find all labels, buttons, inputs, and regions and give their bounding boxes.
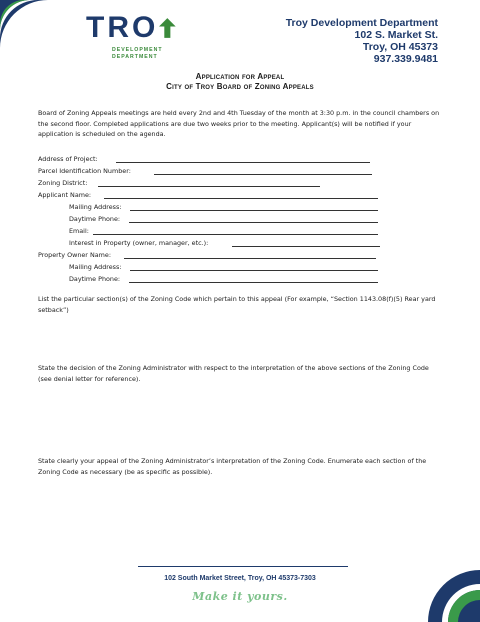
city-state-zip: Troy, OH 45373	[362, 41, 438, 53]
zoning-district-line[interactable]	[98, 186, 320, 187]
applicant-phone-label: Daytime Phone:	[69, 215, 121, 223]
applicant-mailing-label: Mailing Address:	[69, 203, 122, 211]
department-name: Troy Development Department	[285, 17, 438, 29]
interest-line[interactable]	[232, 246, 380, 247]
parcel-id-label: Parcel Identification Number:	[38, 167, 131, 175]
owner-phone-line[interactable]	[129, 282, 378, 283]
corner-decoration-top-left	[0, 0, 60, 60]
applicant-email-line[interactable]	[93, 234, 378, 235]
street-address: 102 S. Market St.	[354, 29, 438, 41]
arrow-up-icon	[159, 15, 176, 41]
owner-mailing-line[interactable]	[130, 270, 378, 271]
document-title: Application for Appeal	[195, 72, 285, 81]
owner-phone-label: Daytime Phone:	[69, 275, 121, 283]
address-of-project-line[interactable]	[116, 162, 370, 163]
logo-sub-department: DEPARTMENT	[112, 53, 158, 60]
owner-name-label: Property Owner Name:	[38, 251, 111, 259]
troy-logo	[86, 13, 176, 65]
zoning-district-label: Zoning District:	[38, 179, 88, 187]
parcel-id-line[interactable]	[154, 174, 372, 175]
footer-address: 102 South Market Street, Troy, OH 45373-7303	[164, 575, 316, 582]
corner-decoration-bottom-right	[418, 560, 480, 622]
logo-wordmark: TRO	[86, 11, 159, 44]
interest-label: Interest in Property (owner, manager, etc.):	[69, 239, 209, 247]
question-administrator-decision: State the decision of the Zoning Administrator with respect to the interpretation of the above sections of the Zoning Code (see denial letter for reference).	[38, 364, 429, 383]
applicant-mailing-line[interactable]	[130, 210, 378, 211]
footer-tagline: Make it yours.	[192, 590, 288, 603]
address-of-project-label: Address of Project:	[38, 155, 98, 163]
owner-name-line[interactable]	[124, 258, 376, 259]
applicant-name-label: Applicant Name:	[38, 191, 92, 199]
question-code-sections: List the particular section(s) of the Zoning Code which pertain to this appeal (For example, “Section 1143.08(f)(5) Rear yard setback”)	[38, 295, 436, 314]
question-appeal-statement: State clearly your appeal of the Zoning Administrator’s interpretation of the Zoning Code. Enumerate each section of the Zoning Code as necessary (be as specific as possible).	[38, 457, 427, 476]
header-contact	[286, 17, 438, 65]
applicant-phone-line[interactable]	[129, 222, 378, 223]
logo-sub-development: DEVELOPMENT	[112, 47, 163, 53]
footer-divider	[138, 566, 348, 567]
intro-paragraph: Board of Zoning Appeals meetings are held every 2nd and 4th Tuesday of the month at 3:30 p.m. in the council chambers on the second floor. Completed applications are due two weeks prior to the meeting. Applicant(s) will be notified if your application is scheduled on the agenda.	[38, 109, 440, 138]
phone-number: 937.339.9481	[373, 53, 438, 65]
document-subtitle: City of Troy Board of Zoning Appeals	[166, 82, 314, 91]
owner-mailing-label: Mailing Address:	[69, 263, 122, 271]
applicant-email-label: Email:	[69, 227, 89, 235]
applicant-name-line[interactable]	[104, 198, 378, 199]
